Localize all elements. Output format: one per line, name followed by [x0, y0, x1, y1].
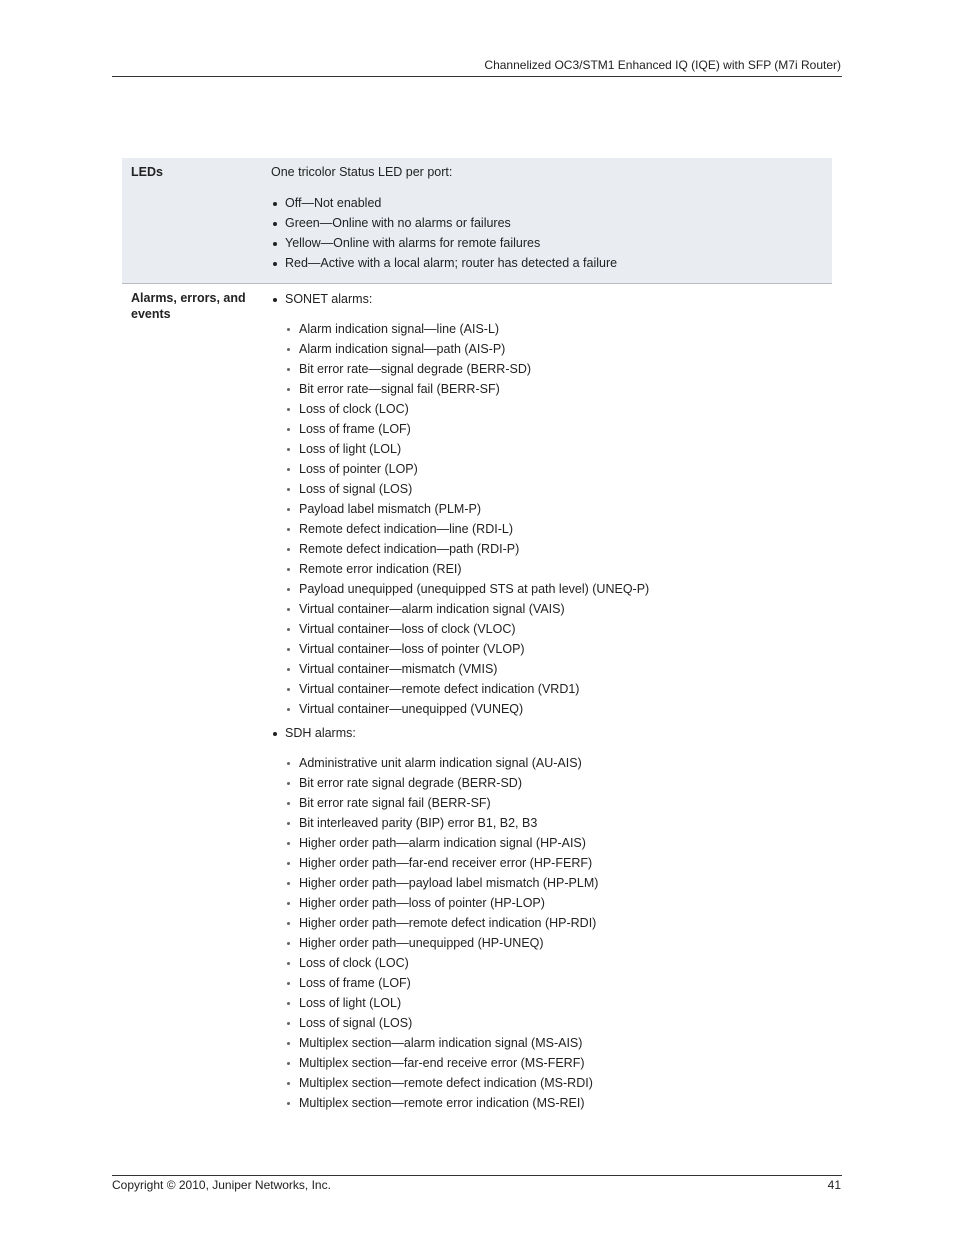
list-item: Virtual container—remote defect indication (VRD1) [271, 679, 832, 699]
list-item: Remote defect indication—path (RDI-P) [271, 539, 832, 559]
list-item: Alarm indication signal—path (AIS-P) [271, 339, 832, 359]
list-item: Loss of pointer (LOP) [271, 459, 832, 479]
list-item: Loss of frame (LOF) [271, 419, 832, 439]
page-number: 41 [827, 1178, 841, 1192]
footer-divider [112, 1175, 842, 1176]
list-item: Higher order path—loss of pointer (HP-LOP) [271, 893, 832, 913]
alarms-value [271, 284, 832, 1117]
list-item: Virtual container—mismatch (VMIS) [271, 659, 832, 679]
list-item: Multiplex section—remote error indication (MS-REI) [271, 1093, 832, 1113]
list-item: Payload label mismatch (PLM-P) [271, 499, 832, 519]
list-item: Remote defect indication—line (RDI-L) [271, 519, 832, 539]
list-item: Green—Online with no alarms or failures [271, 213, 832, 233]
footer-copyright: Copyright © 2010, Juniper Networks, Inc. [112, 1178, 331, 1192]
list-item: Loss of frame (LOF) [271, 973, 832, 993]
list-item: Loss of light (LOL) [271, 439, 832, 459]
leds-intro: One tricolor Status LED per port: [271, 165, 453, 179]
alarms-label: Alarms, errors, and events [131, 291, 246, 321]
list-item: Loss of clock (LOC) [271, 953, 832, 973]
list-item: Payload unequipped (unequipped STS at path level) (UNEQ-P) [271, 579, 832, 599]
list-item: Bit interleaved parity (BIP) error B1, B2, B3 [271, 813, 832, 833]
list-item: Virtual container—unequipped (VUNEQ) [271, 699, 832, 719]
list-item: Multiplex section—far-end receive error (MS-FERF) [271, 1053, 832, 1073]
sonet-heading: SONET alarms: [271, 289, 832, 309]
list-item: Bit error rate—signal fail (BERR-SF) [271, 379, 832, 399]
alarms-row [122, 284, 832, 1117]
list-item: Multiplex section—alarm indication signal (MS-AIS) [271, 1033, 832, 1053]
list-item: Higher order path—alarm indication signal (HP-AIS) [271, 833, 832, 853]
list-item: Higher order path—payload label mismatch (HP-PLM) [271, 873, 832, 893]
leds-label: LEDs [131, 165, 163, 179]
sdh-heading: SDH alarms: [271, 723, 832, 743]
sdh-list [271, 753, 832, 1113]
list-item: Alarm indication signal—line (AIS-L) [271, 319, 832, 339]
leds-list [271, 193, 832, 273]
list-item: Off—Not enabled [271, 193, 832, 213]
list-item: Bit error rate—signal degrade (BERR-SD) [271, 359, 832, 379]
header-title: Channelized OC3/STM1 Enhanced IQ (IQE) with SFP (M7i Router) [484, 58, 841, 72]
list-item: Remote error indication (REI) [271, 559, 832, 579]
list-item: Loss of clock (LOC) [271, 399, 832, 419]
list-item: Administrative unit alarm indication signal (AU-AIS) [271, 753, 832, 773]
list-item: Bit error rate signal degrade (BERR-SD) [271, 773, 832, 793]
list-item: Loss of signal (LOS) [271, 479, 832, 499]
list-item: Loss of light (LOL) [271, 993, 832, 1013]
list-item: Loss of signal (LOS) [271, 1013, 832, 1033]
list-item: Higher order path—remote defect indication (HP-RDI) [271, 913, 832, 933]
leds-row [122, 158, 832, 284]
list-item: Virtual container—loss of pointer (VLOP) [271, 639, 832, 659]
sonet-list [271, 319, 832, 719]
list-item: Virtual container—loss of clock (VLOC) [271, 619, 832, 639]
list-item: Yellow—Online with alarms for remote failures [271, 233, 832, 253]
spec-table [122, 158, 832, 1117]
list-item: Virtual container—alarm indication signal (VAIS) [271, 599, 832, 619]
leds-value [271, 158, 832, 283]
header-divider [112, 76, 842, 77]
list-item: Bit error rate signal fail (BERR-SF) [271, 793, 832, 813]
list-item: Higher order path—unequipped (HP-UNEQ) [271, 933, 832, 953]
list-item: Multiplex section—remote defect indication (MS-RDI) [271, 1073, 832, 1093]
list-item: Red—Active with a local alarm; router has detected a failure [271, 253, 832, 273]
list-item: Higher order path—far-end receiver error (HP-FERF) [271, 853, 832, 873]
